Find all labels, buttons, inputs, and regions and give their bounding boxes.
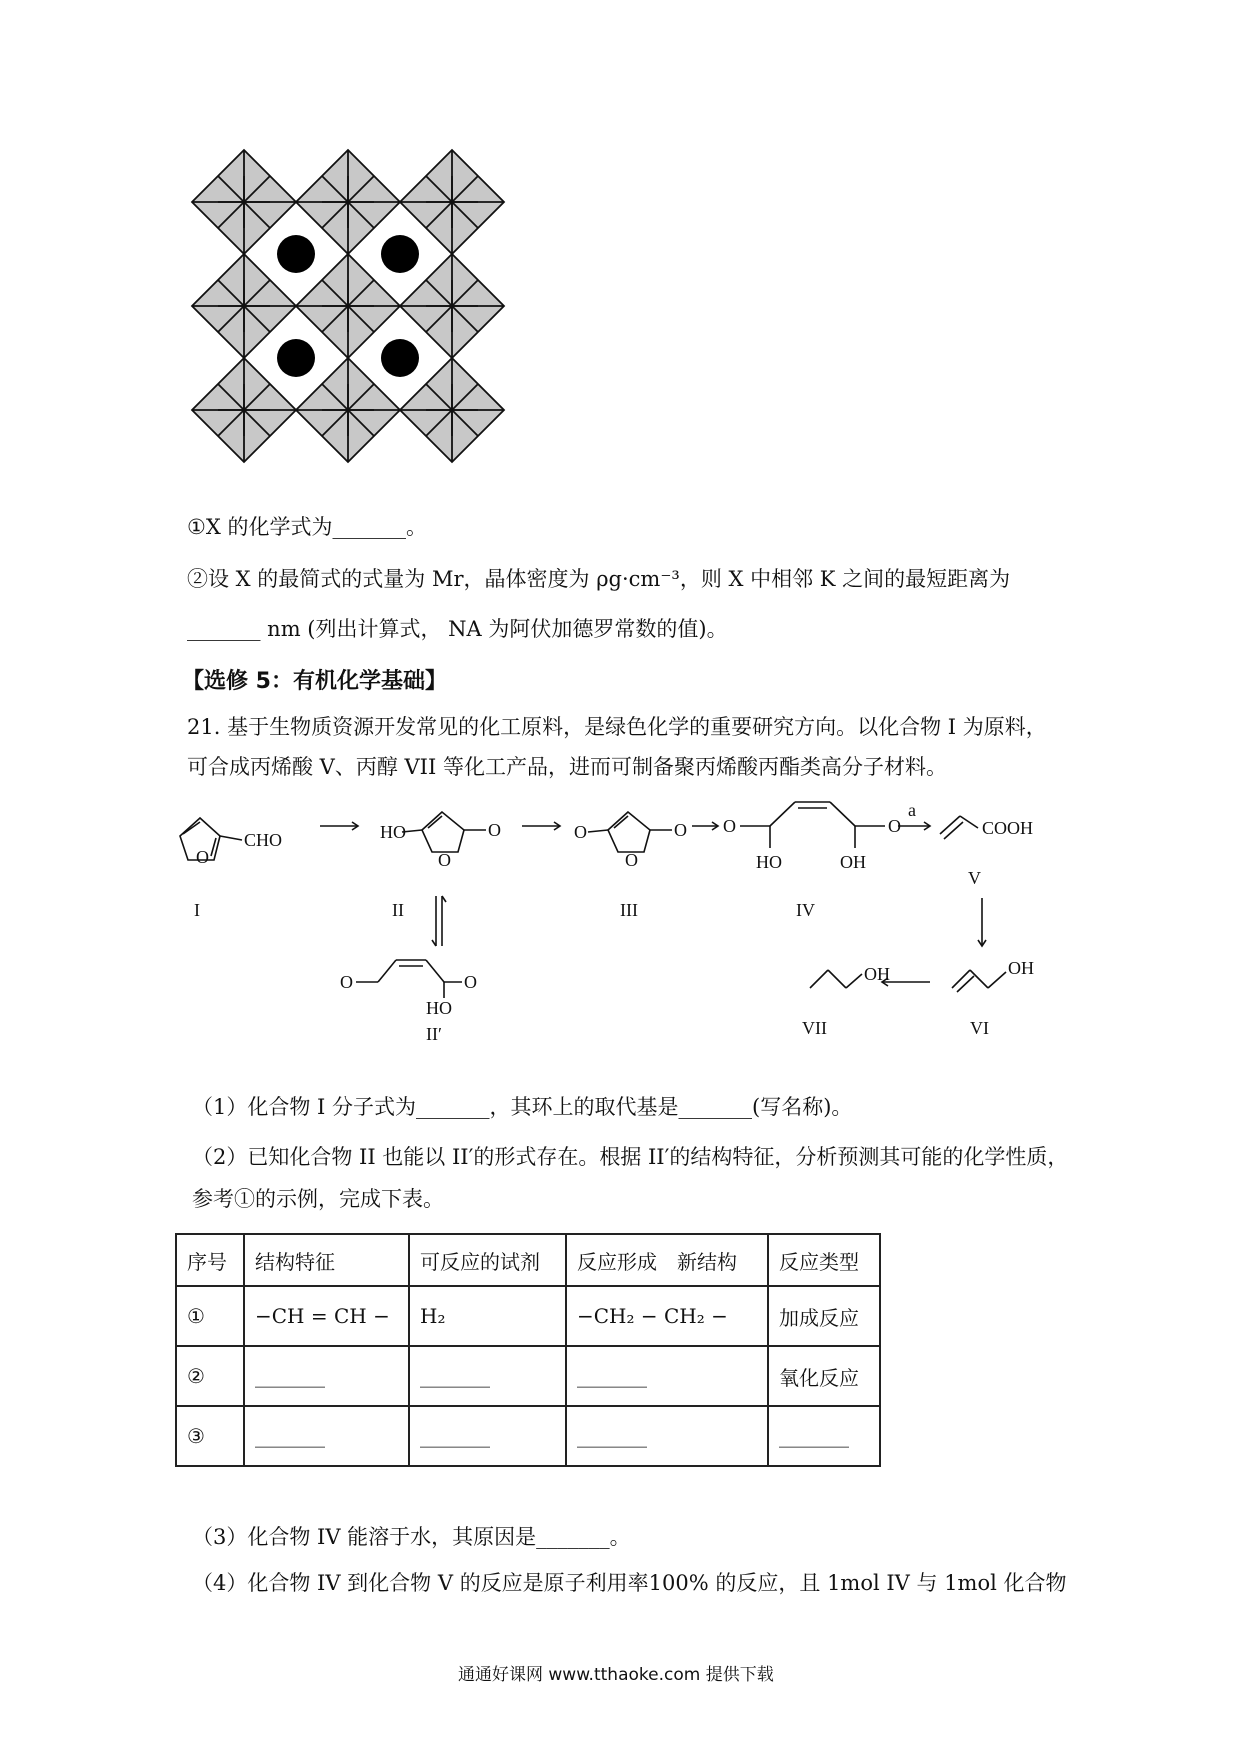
label-II: II bbox=[392, 900, 404, 920]
label-IIp: II′ bbox=[426, 1024, 442, 1044]
table-cell: −CH₂ − CH₂ − bbox=[566, 1286, 768, 1346]
reagent-a: a bbox=[908, 800, 916, 820]
table-cell: _______ bbox=[768, 1406, 880, 1466]
o-carbonyl-II: O bbox=[488, 820, 501, 840]
label-VI: VI bbox=[970, 1018, 989, 1038]
section-title: 【选修 5：有机化学基础】 bbox=[182, 669, 447, 694]
q21-intro-line2: 可合成丙烯酸 V、丙醇 VII 等化工产品，进而可制备聚丙烯酸丙酯类高分子材料。 bbox=[187, 755, 947, 779]
q21-part2-line1: （2）已知化合物 II 也能以 II′的形式存在。根据 II′的结构特征，分析预测其可能的化学性质， bbox=[192, 1145, 1069, 1169]
table-row bbox=[176, 1346, 880, 1406]
o-IIp: O bbox=[340, 972, 353, 992]
k-atom bbox=[277, 235, 315, 273]
o-left-IV: O bbox=[723, 816, 736, 836]
question-x-distance-line1: ②设 X 的最简式的式量为 Mr，晶体密度为 ρg·cm⁻³，则 X 中相邻 K 之间的最短距离为 bbox=[187, 567, 1011, 591]
footer-text: 通通好课网 www.tthaoke.com 提供下载 bbox=[458, 1665, 774, 1685]
label-VII: VII bbox=[802, 1018, 827, 1038]
table-cell: H₂ bbox=[409, 1286, 566, 1346]
table-cell: _______ bbox=[409, 1346, 566, 1406]
k-atom bbox=[277, 339, 315, 377]
header-cell: 序号 bbox=[176, 1234, 244, 1286]
header-cell: 反应类型 bbox=[768, 1234, 880, 1286]
question-x-formula: ①X 的化学式为_______。 bbox=[187, 515, 427, 539]
o-left-III: O bbox=[574, 822, 587, 842]
table-cell: _______ bbox=[566, 1406, 768, 1466]
label-III: III bbox=[620, 900, 638, 920]
o-carbonyl-IIp: O bbox=[464, 972, 477, 992]
table-cell: _______ bbox=[409, 1406, 566, 1466]
header-cell: 结构特征 bbox=[244, 1234, 409, 1286]
table-cell: _______ bbox=[244, 1346, 409, 1406]
header-cell: 可反应的试剂 bbox=[409, 1234, 566, 1286]
table-row bbox=[176, 1406, 880, 1466]
reaction-scheme bbox=[170, 788, 1070, 1058]
q21-part4: （4）化合物 IV 到化合物 V 的反应是原子利用率100% 的反应，且 1mol IV 与 1mol 化合物 bbox=[192, 1571, 1067, 1595]
oh-IV: OH bbox=[840, 852, 866, 872]
header-cell: 反应形成 新结构 bbox=[566, 1234, 768, 1286]
ho-group-II: HO bbox=[380, 822, 406, 842]
table-cell: ② bbox=[176, 1346, 244, 1406]
table-row bbox=[176, 1286, 880, 1346]
q21-part3: （3）化合物 IV 能溶于水，其原因是_______。 bbox=[192, 1525, 631, 1549]
table-cell: −CH = CH − bbox=[244, 1286, 409, 1346]
o-right-IV: O bbox=[888, 816, 901, 836]
q21-part2-line2: 参考①的示例，完成下表。 bbox=[192, 1187, 444, 1211]
question-x-distance-line2: _______ nm (列出计算式， NA 为阿伏加德罗常数的值)。 bbox=[187, 617, 728, 641]
table-cell: 氧化反应 bbox=[768, 1346, 880, 1406]
oh-VI: OH bbox=[1008, 958, 1034, 978]
o-atom-I: O bbox=[196, 847, 209, 867]
table-cell: 加成反应 bbox=[768, 1286, 880, 1346]
o-right-III: O bbox=[674, 820, 687, 840]
q21-part1: （1）化合物 I 分子式为_______，其环上的取代基是_______(写名称)。 bbox=[192, 1095, 853, 1119]
cho-group: CHO bbox=[244, 830, 283, 850]
ho-IIp: HO bbox=[426, 998, 452, 1018]
table-cell: ① bbox=[176, 1286, 244, 1346]
k-atom bbox=[381, 235, 419, 273]
label-I: I bbox=[194, 900, 200, 920]
cooh-group: COOH bbox=[982, 818, 1034, 838]
table-cell: _______ bbox=[244, 1406, 409, 1466]
table-cell: _______ bbox=[566, 1346, 768, 1406]
label-IV: IV bbox=[796, 900, 815, 920]
q21-intro-line1: 21. 基于生物质资源开发常见的化工原料，是绿色化学的重要研究方向。以化合物 I 为原料， bbox=[187, 715, 1047, 739]
k-atom bbox=[381, 339, 419, 377]
properties-table bbox=[175, 1233, 881, 1467]
ho-IV: HO bbox=[756, 852, 782, 872]
crystal-structure-figure bbox=[190, 148, 506, 464]
table-cell: ③ bbox=[176, 1406, 244, 1466]
table-header-row bbox=[176, 1234, 880, 1286]
label-V: V bbox=[968, 868, 981, 888]
o-ring-II: O bbox=[438, 850, 451, 870]
o-ring-III: O bbox=[625, 850, 638, 870]
oh-VII: OH bbox=[864, 964, 890, 984]
